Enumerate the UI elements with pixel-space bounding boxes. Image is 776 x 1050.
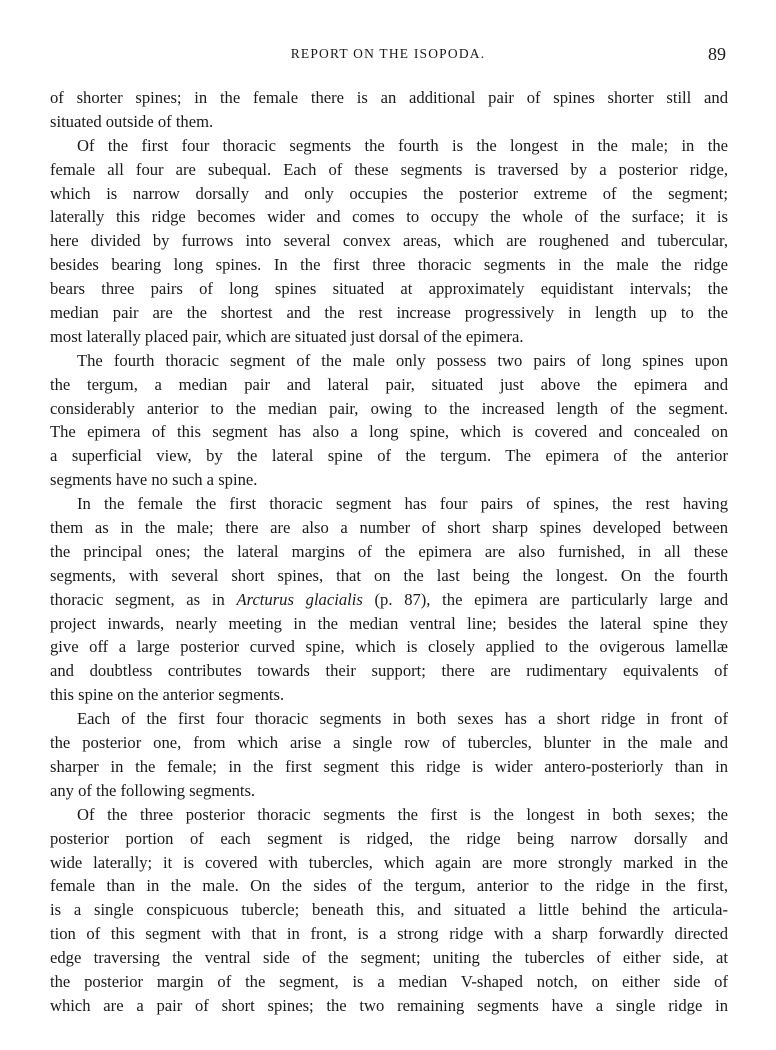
text-line: project inwards, nearly meeting in the median ventral line; besides the lateral spine they [50, 613, 728, 633]
text-line: bears three pairs of long spines situated at approximately equidistant intervals; the [50, 279, 728, 299]
species-name: Arcturus glacialis [236, 589, 363, 609]
text-line: give off a large posterior curved spine, which is closely applied to the ovigerous lamellæ [50, 637, 728, 657]
text-line: female than in the male. On the sides of the tergum, anterior to the ridge in the first, [50, 876, 728, 896]
paragraph-end-line: this spine on the anterior segments. [50, 685, 285, 705]
paragraph-start-line: The fourth thoracic segment of the male only possess two pairs of long spines upon [77, 350, 728, 370]
page-number: 89 [708, 44, 726, 64]
text-line: edge traversing the ventral side of the segment; uniting the tubercles of either side, at [50, 948, 728, 968]
text-line: The epimera of this segment has also a long spine, which is covered and concealed on [50, 422, 728, 442]
text-line: median pair are the shortest and the rest increase progressively in length up to the [50, 303, 728, 323]
paragraph-end-line: most laterally placed pair, which are situated just dorsal of the epimera. [50, 326, 524, 346]
text-line: them as in the male; there are also a number of short sharp spines developed between [50, 518, 728, 538]
text-line: besides bearing long spines. In the first three thoracic segments in the male the ridge [50, 255, 728, 275]
paragraph-start-line: In the female the first thoracic segment has four pairs of spines, the rest having [77, 494, 728, 514]
paragraph-start-line: Of the three posterior thoracic segments the first is the longest in both sexes; the [77, 804, 728, 824]
running-title: REPORT ON THE ISOPODA. [290, 46, 486, 61]
text-line: the principal ones; the lateral margins of the epimera are also furnished, in all these [50, 541, 728, 561]
paragraph-end-line: situated outside of them. [50, 111, 214, 131]
paragraph-end-line: any of the following segments. [50, 780, 256, 800]
text-line: the posterior margin of the segment, is a median V-shaped notch, on either side of [50, 971, 728, 991]
text-line: of shorter spines; in the female there is an additional pair of spines shorter still and [50, 88, 728, 107]
text-line: the tergum, a median pair and lateral pair, situated just above the epimera and [50, 374, 728, 394]
text-line: tion of this segment with that in front, is a strong ridge with a sharp forwardly directed [50, 924, 728, 944]
text-line: the posterior one, from which arise a single row of tubercles, blunter in the male and [50, 733, 728, 753]
text-line: wide laterally; it is covered with tubercles, which again are more strongly marked in the [50, 852, 728, 872]
text-line: female all four are subequal. Each of these segments is traversed by a posterior ridge, [50, 159, 728, 179]
text-line-with-species-name [50, 588, 728, 612]
text-line: which is narrow dorsally and only occupies the posterior extreme of the segment; [50, 183, 728, 203]
text-line: which are a pair of short spines; the two remaining segments have a single ridge in [50, 995, 728, 1015]
paragraph-start-line: Of the first four thoracic segments the fourth is the longest in the male; in the [77, 135, 728, 155]
text-line: here divided by furrows into several convex areas, which are roughened and tubercular, [50, 231, 728, 251]
text-line: a superficial view, by the lateral spine of the tergum. The epimera of the anterior [50, 446, 728, 466]
text-segment: thoracic segment, as in [50, 589, 237, 609]
body-text [50, 86, 728, 1018]
paragraph-start-line: Each of the first four thoracic segments in both sexes has a short ridge in front of [77, 709, 728, 729]
running-header [0, 44, 776, 68]
text-line: considerably anterior to the median pair, owing to the increased length of the segment. [50, 398, 728, 418]
text-line: sharper in the female; in the first segment this ridge is wider antero-posteriorly than in [50, 756, 728, 776]
text-line: laterally this ridge becomes wider and comes to occupy the whole of the surface; it is [50, 207, 728, 227]
text-line: posterior portion of each segment is ridged, the ridge being narrow dorsally and [50, 828, 728, 848]
paragraph-end-line: segments have no such a spine. [50, 470, 258, 490]
text-line: and doubtless contributes towards their support; there are rudimentary equivalents of [50, 661, 728, 681]
text-line: segments, with several short spines, that on the last being the longest. On the fourth [50, 565, 728, 585]
text-segment: (p. 87), the epimera are particularly large and [362, 589, 728, 609]
text-line: is a single conspicuous tubercle; beneath this, and situated a little behind the articula- [50, 900, 728, 920]
